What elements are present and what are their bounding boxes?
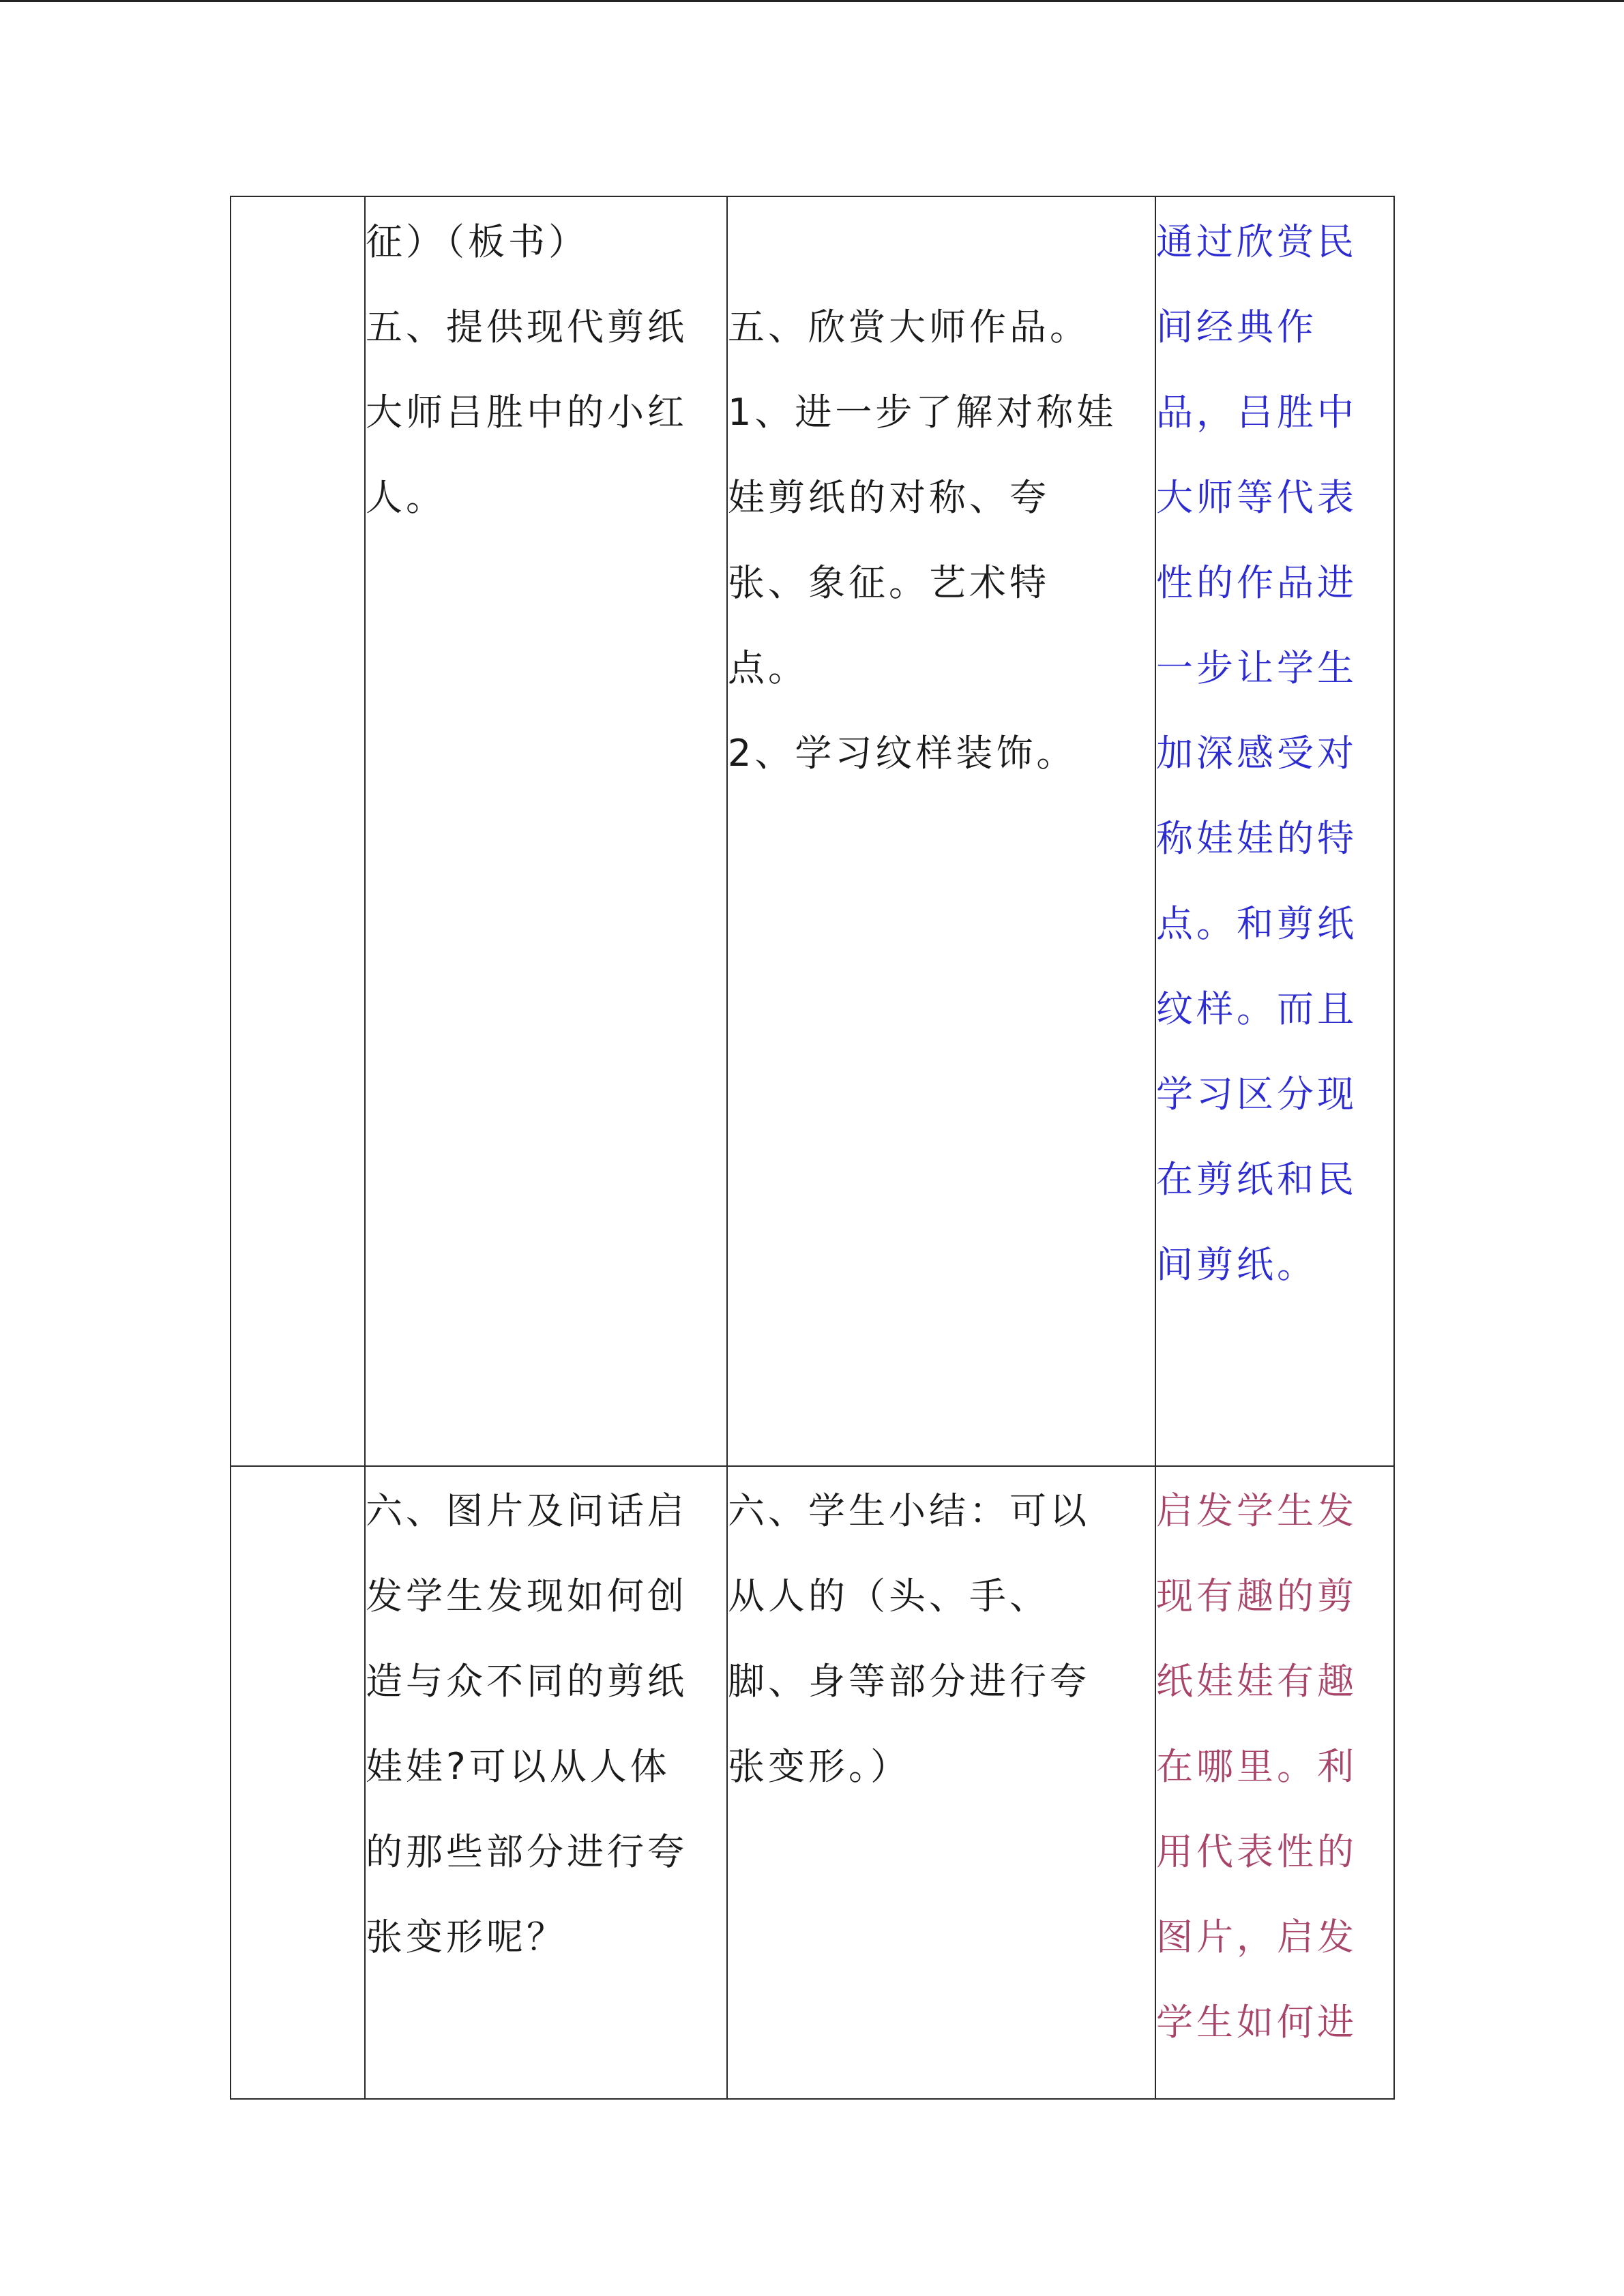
text-line: 的那些部分进行夸 <box>366 1830 688 1873</box>
text-line: 启发学生发 <box>1156 1489 1357 1532</box>
text-line: 一步让学生 <box>1156 646 1357 689</box>
text-line: 点。 <box>728 646 808 689</box>
student-activity-cell <box>727 1466 1155 2099</box>
text-line: 娃娃?可以从人体 <box>366 1745 670 1788</box>
teacher-activity-cell <box>365 196 727 1466</box>
text-line: 用代表性的 <box>1156 1830 1357 1873</box>
text-line: 大师吕胜中的小红 <box>366 391 688 434</box>
text-line: 纹样。而且 <box>1156 987 1357 1030</box>
teacher-activity-text <box>366 1468 726 1980</box>
text-line: 现有趣的剪 <box>1156 1575 1357 1617</box>
text-line: 间经典作 <box>1156 305 1317 348</box>
design-intent-text <box>1156 199 1393 1307</box>
design-intent-text <box>1156 1468 1393 2065</box>
table-row <box>231 196 1394 1466</box>
stage-cell <box>231 196 365 1466</box>
text-line: 张变形呢？ <box>366 1915 567 1958</box>
text-line: 从人的（头、手、 <box>728 1575 1050 1617</box>
text-line: 通过欣赏民 <box>1156 220 1357 263</box>
design-intent-cell <box>1155 196 1394 1466</box>
student-activity-text <box>728 199 1155 796</box>
text-line: 学习区分现 <box>1156 1073 1357 1116</box>
text-line: 造与众不同的剪纸 <box>366 1660 688 1703</box>
text-line: 张变形。） <box>728 1745 911 1788</box>
text-line: 六、图片及问话启 <box>366 1489 688 1532</box>
text-line: 娃剪纸的对称、夸 <box>728 476 1050 519</box>
text-line: 纸娃娃有趣 <box>1156 1660 1357 1703</box>
student-activity-text <box>728 1468 1155 1809</box>
text-line: 1、进一步了解对称娃 <box>728 391 1117 434</box>
text-line: 六、学生小结：可以 <box>728 1489 1090 1532</box>
page-top-rule <box>0 0 1624 2</box>
text-line: 称娃娃的特 <box>1156 817 1357 860</box>
text-line: 学生如何进 <box>1156 2001 1357 2044</box>
text-line: 五、欣赏大师作品。 <box>728 305 1090 348</box>
text-line: 五、提供现代剪纸 <box>366 305 688 348</box>
text-line: 点。和剪纸 <box>1156 902 1357 945</box>
text-line: 在剪纸和民 <box>1156 1158 1357 1201</box>
text-line: 加深感受对 <box>1156 732 1357 775</box>
text-line: 人。 <box>366 476 446 519</box>
stage-cell <box>231 1466 365 2099</box>
blank-line <box>728 199 1155 284</box>
text-line: 间剪纸。 <box>1156 1243 1317 1286</box>
text-line: 在哪里。利 <box>1156 1745 1357 1788</box>
text-line: 大师等代表 <box>1156 476 1357 519</box>
text-line: 2、学习纹样装饰。 <box>728 732 1077 775</box>
text-line: 图片，启发 <box>1156 1915 1357 1958</box>
table-row <box>231 1466 1394 2099</box>
text-line: 脚、身等部分进行夸 <box>728 1660 1090 1703</box>
text-line: 发学生发现如何创 <box>366 1575 688 1617</box>
teacher-activity-cell <box>365 1466 727 2099</box>
teacher-activity-text <box>366 199 726 540</box>
lesson-plan-table <box>230 196 1395 2100</box>
text-line: 征）（板书） <box>366 220 589 263</box>
design-intent-cell <box>1155 1466 1394 2099</box>
student-activity-cell <box>727 196 1155 1466</box>
text-line: 性的作品进 <box>1156 561 1357 604</box>
text-line: 品，吕胜中 <box>1156 391 1357 434</box>
text-line: 张、象征。艺术特 <box>728 561 1050 604</box>
